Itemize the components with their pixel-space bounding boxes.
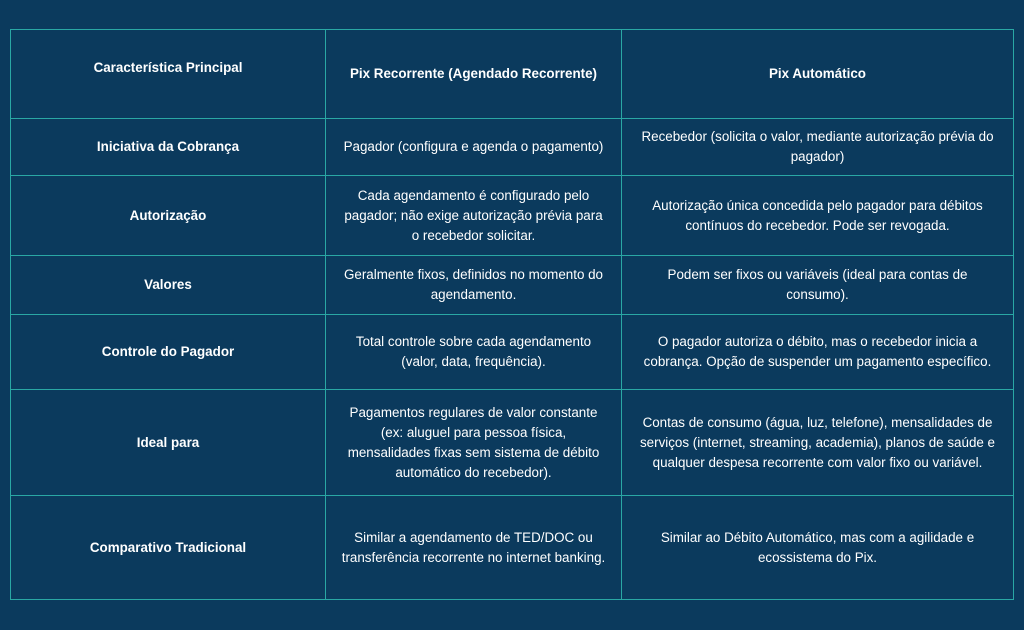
comparison-table [10, 29, 1014, 600]
table-row [11, 119, 1013, 176]
table-row [11, 176, 1013, 256]
row-recorrente: Similar a agendamento de TED/DOC ou transferência recorrente no internet banking. [326, 496, 622, 599]
row-automatico: Podem ser fixos ou variáveis (ideal para contas de consumo). [667, 267, 968, 302]
row-automatico: O pagador autoriza o débito, mas o recebedor inicia a cobrança. Opção de suspender um pagamento específico. [643, 334, 992, 369]
row-recorrente: Total controle sobre cada agendamento (valor, data, frequência). [326, 315, 622, 389]
header-feature: Característica Principal [11, 30, 326, 118]
row-feature: Autorização [11, 176, 326, 255]
header-pix-automatico: Pix Automático [769, 66, 866, 81]
table-header-row [11, 30, 1013, 119]
row-feature: Comparativo Tradicional [11, 496, 326, 599]
table-row [11, 315, 1013, 390]
row-recorrente: Pagamentos regulares de valor constante (ex: aluguel para pessoa física, mensalidades fixas sem sistema de débito automático do recebedor). [326, 390, 622, 495]
row-automatico: Recebedor (solicita o valor, mediante autorização prévia do pagador) [641, 129, 994, 164]
row-recorrente: Cada agendamento é configurado pelo pagador; não exige autorização prévia para o recebedor solicitar. [326, 176, 622, 255]
row-feature: Iniciativa da Cobrança [11, 119, 326, 175]
row-feature: Controle do Pagador [11, 315, 326, 389]
row-feature: Ideal para [11, 390, 326, 495]
row-automatico: Autorização única concedida pelo pagador para débitos contínuos do recebedor. Pode ser revogada. [652, 197, 983, 233]
row-recorrente: Geralmente fixos, definidos no momento do agendamento. [326, 256, 622, 314]
row-automatico: Similar ao Débito Automático, mas com a agilidade e ecossistema do Pix. [660, 529, 975, 565]
table-row [11, 390, 1013, 496]
table-row [11, 256, 1013, 315]
header-pix-recorrente: Pix Recorrente (Agendado Recorrente) [326, 30, 622, 118]
table-row [11, 496, 1013, 599]
row-recorrente: Pagador (configura e agenda o pagamento) [326, 119, 622, 175]
row-automatico: Contas de consumo (água, luz, telefone), mensalidades de serviços (internet, streaming, academia), planos de saúde e qualquer despesa recorrente com valor fixo ou variável. [639, 414, 996, 470]
row-feature: Valores [11, 256, 326, 314]
